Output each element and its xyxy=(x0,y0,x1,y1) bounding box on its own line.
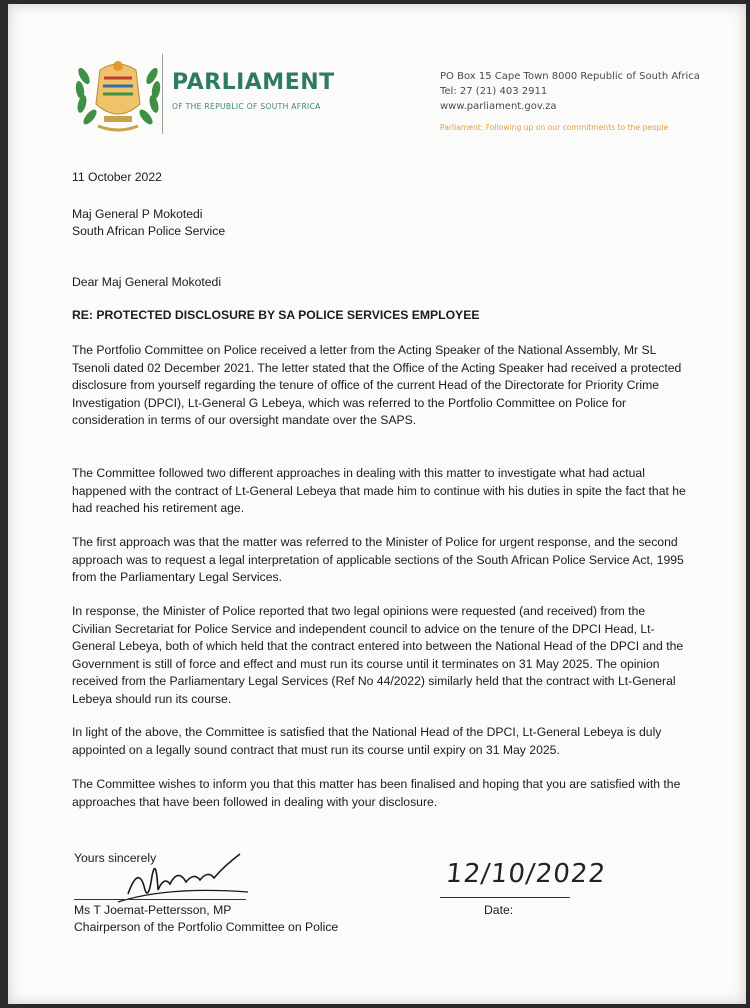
recipient-org: South African Police Service xyxy=(72,224,226,238)
address: PO Box 15 Cape Town 8000 Republic of South Africa xyxy=(440,71,700,82)
signatory-title: Chairperson of the Portfolio Committee on Police xyxy=(74,920,339,934)
date-label: Date: xyxy=(484,903,514,917)
paragraph: The Portfolio Committee on Police received a letter from the Acting Speaker of the National Assembly, Mr SL Tsenoli dated 02 December 2021. The letter stated that the Office of the Acting Speaker had received a protected disclosure from yourself regarding the tenure of office of the current Head of the Directorate for Priority Crime Investigation (DPCI), Lt-General G Lebeya, which was referred to the Portfolio Committee on Police for consideration in terms of our oversight mandate over the SAPS. xyxy=(72,343,682,428)
subject-heading: RE: PROTECTED DISCLOSURE BY SA POLICE SERVICES EMPLOYEE xyxy=(72,308,480,322)
salutation: Dear Maj General Mokotedi xyxy=(72,275,222,289)
tagline: Parliament: Following up on our commitments to the people xyxy=(440,123,669,132)
letter-page xyxy=(8,4,746,1004)
date-line xyxy=(440,897,570,898)
handwritten-date: 12/10/2022 xyxy=(444,859,608,889)
paragraph: In response, the Minister of Police reported that two legal opinions were requested (and received) from the Civilian Secretariat for Police Service and independent council to advice on the tenure of the DPCI Head, Lt-General Lebeya, both of which held that the contract entered into between the National Head of the DPCI and the Government is still of force and effect and must run its course until it terminates on 31 May 2025. The opinion received from the Parliamentary Legal Services (Ref No 44/2022) similarly held that the contract with Lt-General Lebeya should run its course. xyxy=(72,604,684,706)
signatory-name: Ms T Joemat-Pettersson, MP xyxy=(74,903,232,917)
paragraph: The Committee wishes to inform you that this matter has been finalised and hoping that you are satisfied with the approaches that have been followed in dealing with your disclosure. xyxy=(72,777,681,809)
contact-block xyxy=(440,69,700,114)
closing: Yours sincerely xyxy=(74,851,157,865)
telephone: Tel: 27 (21) 403 2911 xyxy=(440,86,548,97)
letterhead-divider xyxy=(162,54,163,134)
org-name: PARLIAMENT xyxy=(172,70,335,95)
parliament-crest-icon xyxy=(70,54,166,138)
website: www.parliament.gov.za xyxy=(440,101,557,112)
letter-date: 11 October 2022 xyxy=(72,170,162,184)
paragraph: The Committee followed two different approaches in dealing with this matter to investigate what had actual happened with the contract of Lt-General Lebeya that made him to continue with his duties in spite the fact that he had reached his retirement age. xyxy=(72,466,686,516)
signature-line xyxy=(74,899,246,900)
paragraph: The first approach was that the matter was referred to the Minister of Police for urgent response, and the second approach was to request a legal interpretation of applicable sections of the South African Police Service Act, 1995 from the Parliamentary Legal Services. xyxy=(72,535,684,585)
org-subtitle: OF THE REPUBLIC OF SOUTH AFRICA xyxy=(172,102,321,111)
signature-icon xyxy=(108,846,258,910)
recipient-name: Maj General P Mokotedi xyxy=(72,207,203,221)
paragraph: In light of the above, the Committee is satisfied that the National Head of the DPCI, Lt-General Lebeya is duly appointed on a legally sound contract that must run its course until expiry on 31 May 2025. xyxy=(72,725,662,757)
